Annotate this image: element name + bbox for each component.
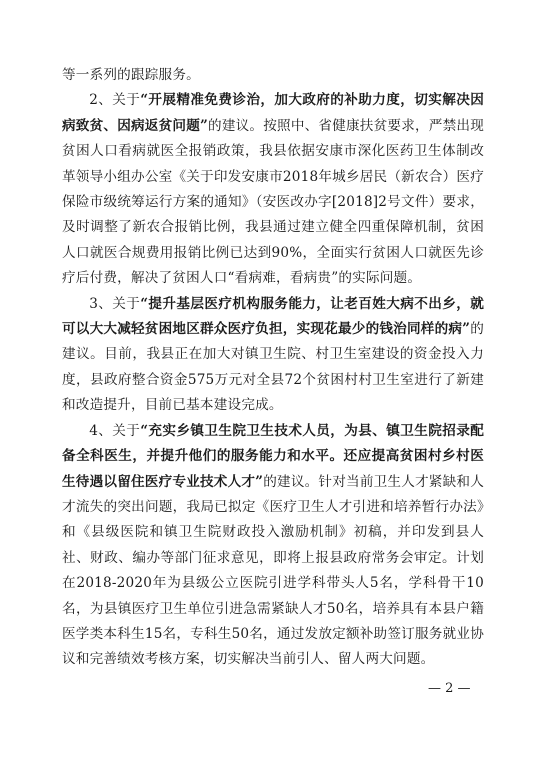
paragraph-4-body: 的建议。针对当前卫生人才紧缺和人才流失的突出问题，我局已拟定《医疗卫生人才引进和培养暂行办法》和《县级医院和镇卫生院财政投入激励机制》初稿，并印发到县人社、财政、编办等部门征求意见，即将上报县政府常务会审定。计划在2018-2020年为县级公立医院引进学科带头人5名，学科骨干10名，为县镇医疗卫生单位引进急需紧缺人才50名，培养具有本县户籍医学类本科生15名，专科生50名，通过发放定额补助签订服务就业协议和完善绩效考核方案，切实解决当前引人、留人两大问题。 xyxy=(62,473,485,668)
paragraph-3 xyxy=(62,292,484,419)
paragraph-1-text: 等一系列的跟踪服务。 xyxy=(62,67,200,83)
paragraph-3-body: 的建议。目前，我县正在加大对镇卫生院、村卫生室建设的资金投入力度，县政府整合资金575万元对全县72个贫困村村卫生室进行了新建和改造提升，目前已基本建设完成。 xyxy=(62,321,484,414)
page-number: — 2 — xyxy=(428,681,471,696)
paragraph-2-bold-topic: “开展精准免费诊治，加大政府的补助力度，切实解决因病致贫、因病返贫问题” xyxy=(62,92,484,134)
paragraph-4-intro: 4、关于 xyxy=(89,422,141,439)
paragraph-3-intro: 3、关于 xyxy=(89,295,141,312)
body-text xyxy=(62,63,484,673)
paragraph-2-body: 的建议。按照中、省健康扶贫要求，严禁出现贫困人口看病就医全报销政策，我县依据安康市深化医药卫生体制改革领导小组办公室《关于印发安康市2018年城乡居民（新农合）医疗保险市级统筹运行方案的通知》（安医改办字[2018]2号文件）要求，及时调整了新农合报销比例，我县通过建立健全四重保障机制，贫困人口就医合规费用报销比例已达到90%，全面实行贫困人口就医先诊疗后付费，解决了贫困人口“看病难，看病贵”的实际问题。 xyxy=(62,117,484,287)
paragraph-4 xyxy=(62,419,484,673)
paragraph-2 xyxy=(62,88,484,291)
paragraph-4-bold-topic: “充实乡镇卫生院卫生技术人员，为县、镇卫生院招录配备全科医生，并提升他们的服务能力和水平。还应提高贫困村乡村医生待遇以留住医疗专业技术人才” xyxy=(62,422,484,490)
paragraph-2-intro: 2、关于 xyxy=(89,92,141,109)
paragraph-1 xyxy=(62,63,484,88)
paragraph-3-bold-topic: “提升基层医疗机构服务能力，让老百姓大病不出乡，就可以大大减轻贫困地区群众医疗负担，实现花最少的钱治同样的病” xyxy=(62,295,484,338)
